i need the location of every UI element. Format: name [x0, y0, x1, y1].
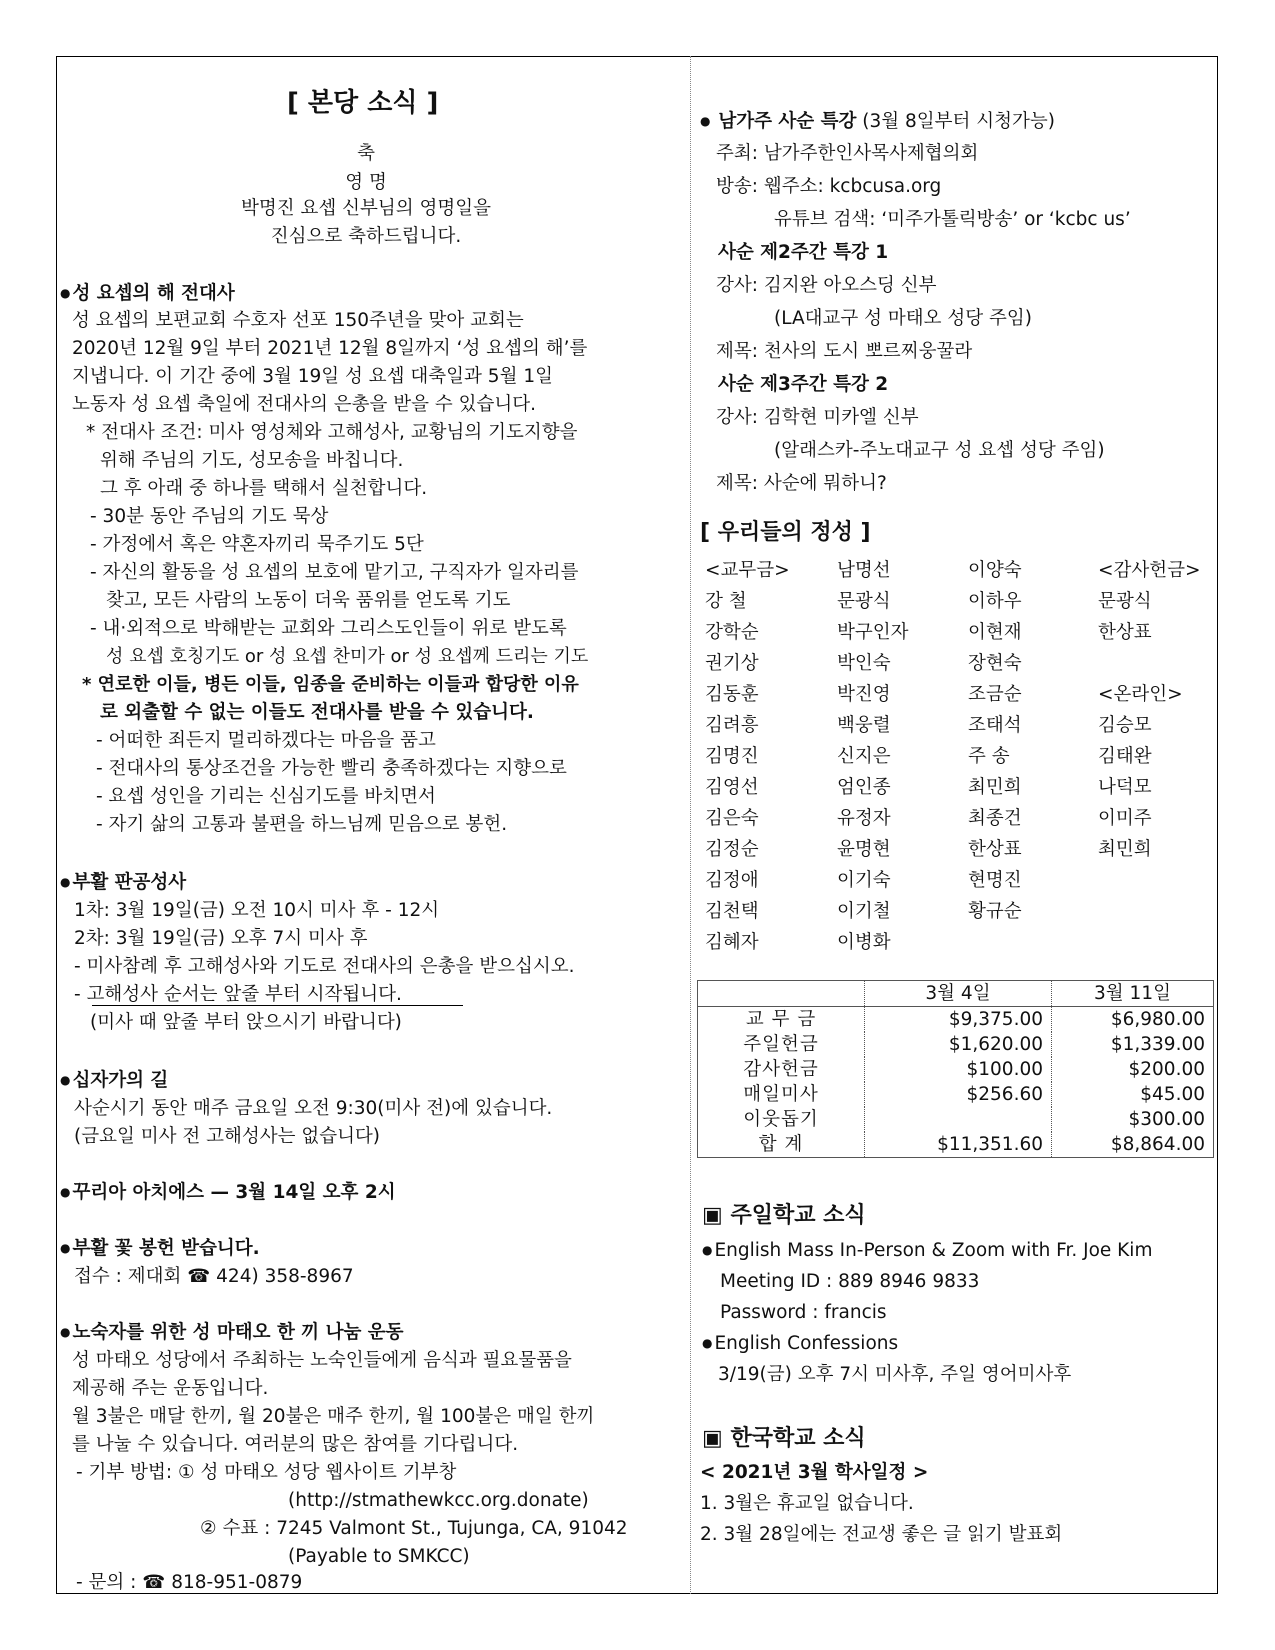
donors-heading: [ 우리들의 정성 ]: [700, 520, 871, 545]
offering-amount: $256.60: [865, 1082, 1052, 1107]
joseph-line: * 전대사 조건: 미사 영성체와 고해성사, 교황님의 기도지향을: [86, 422, 578, 443]
donor-name: 김은숙: [705, 808, 759, 829]
offering-amount: $1,339.00: [1052, 1032, 1214, 1057]
donor-name: 남명선: [837, 560, 891, 581]
donor-name: 이기철: [837, 901, 891, 922]
donor-name: 신지은: [837, 746, 891, 767]
donor-name: 윤명현: [837, 839, 891, 860]
donor-name: 최민희: [1098, 839, 1152, 860]
donor-name: 김승모: [1098, 715, 1152, 736]
column-divider: [690, 56, 691, 1594]
donor-name: 김려흥: [705, 715, 759, 736]
offering-label: 매일미사: [698, 1082, 865, 1107]
easter-line: - 미사참례 후 고해성사와 기도로 전대사의 은총을 받으십시오.: [74, 956, 575, 977]
joseph-line: - 30분 동안 주님의 기도 묵상: [90, 506, 329, 527]
donor-name: <감사헌금>: [1098, 560, 1201, 581]
donor-name: 주 송: [968, 746, 1010, 767]
offering-label: 교 무 금: [698, 1007, 865, 1033]
offering-amount: $100.00: [865, 1057, 1052, 1082]
parish-news-heading: [ 본당 소식 ]: [287, 88, 439, 118]
offering-amount: $200.00: [1052, 1057, 1214, 1082]
congrats-line: 축: [357, 143, 375, 164]
lecture-line: 주최: 남가주한인사목사제협의회: [716, 143, 979, 164]
donor-name: 문광식: [837, 591, 891, 612]
joseph-line: 그 후 아래 중 하나를 택해서 실천합니다.: [100, 478, 428, 499]
homeless-line: 를 나눌 수 있습니다. 여러분의 많은 참여를 기다립니다.: [72, 1434, 519, 1455]
donor-name: 최민희: [968, 777, 1022, 798]
korean-school-title: ▣ 한국학교 소식: [702, 1426, 866, 1451]
donor-name: 강 철: [705, 591, 747, 612]
offering-amount: $45.00: [1052, 1082, 1214, 1107]
donor-name: 박진영: [837, 684, 891, 705]
sunday-school-title: ▣ 주일학교 소식: [702, 1203, 866, 1228]
donor-name: 김정순: [705, 839, 759, 860]
joseph-line: 로 외출할 수 없는 이들도 전대사를 받을 수 있습니다.: [100, 702, 534, 723]
donor-name: 이양숙: [968, 560, 1022, 581]
lecture-title: [700, 111, 1055, 134]
lecture-line: 유튜브 검색: ‘미주가톨릭방송’ or ‘kcbc us’: [774, 209, 1131, 230]
congrats-line: 진심으로 축하드립니다.: [270, 226, 462, 247]
joseph-line: - 요셉 성인을 기리는 신심기도를 바치면서: [96, 786, 436, 807]
lecture-line: 강사: 김학현 미카엘 신부: [716, 407, 919, 428]
sunday-school-line: Password : francis: [720, 1302, 887, 1323]
congrats-line: 영 명: [345, 172, 387, 193]
sunday-school-line: ● English Mass In-Person & Zoom with Fr. Joe Kim: [702, 1240, 1152, 1263]
joseph-line: - 내·외적으로 박해받는 교회와 그리스도인들이 위로 받도록: [90, 618, 567, 639]
joseph-line: 2020년 12월 9일 부터 2021년 12월 8일까지 ‘성 요셉의 해’를: [72, 338, 588, 359]
underline: [92, 1005, 463, 1006]
homeless-title: ● 노숙자를 위한 성 마태오 한 끼 나눔 운동: [60, 1322, 404, 1345]
donor-name: 이하우: [968, 591, 1022, 612]
offering-header: 3월 11일: [1052, 981, 1214, 1007]
joseph-line: 노동자 성 요셉 축일에 전대사의 은총을 받을 수 있습니다.: [72, 394, 536, 415]
offering-row: [698, 1007, 1214, 1033]
joseph-year-title: ● 성 요셉의 해 전대사: [60, 283, 235, 306]
donor-name: 이병화: [837, 932, 891, 953]
congrats-line: 박명진 요셉 신부님의 영명일을: [241, 198, 491, 219]
lecture-title-text: 남가주 사순 특강: [718, 111, 857, 132]
donor-name: <온라인>: [1098, 684, 1183, 705]
joseph-line: - 자기 삶의 고통과 불편을 하느님께 믿음으로 봉헌.: [96, 814, 508, 835]
korean-school-line: 2. 3월 28일에는 전교생 좋은 글 읽기 발표회: [700, 1524, 1063, 1545]
offering-header-row: [698, 981, 1214, 1007]
offering-amount: $11,351.60: [865, 1132, 1052, 1158]
korean-school-subtitle: < 2021년 3월 학사일정 >: [700, 1462, 929, 1483]
joseph-line: - 전대사의 통상조건을 가능한 빨리 충족하겠다는 지향으로: [96, 758, 567, 779]
donor-name: 백웅렬: [837, 715, 891, 736]
offering-label: 이웃돕기: [698, 1107, 865, 1132]
donor-name: <교무금>: [705, 560, 790, 581]
sunday-school-line: Meeting ID : 889 8946 9833: [720, 1271, 980, 1292]
donor-name: 조태석: [968, 715, 1022, 736]
lecture-line: 제목: 사순에 뭐하니?: [716, 473, 887, 494]
offering-row: [698, 1032, 1214, 1057]
homeless-line: - 기부 방법: ① 성 마태오 성당 웹사이트 기부창: [76, 1462, 457, 1483]
donor-name: 조금순: [968, 684, 1022, 705]
donor-name: 황규순: [968, 901, 1022, 922]
donor-name: 이현재: [968, 622, 1022, 643]
offering-amount: $300.00: [1052, 1107, 1214, 1132]
donor-name: 권기상: [705, 653, 759, 674]
homeless-line: 성 마태오 성당에서 주최하는 노숙인들에게 음식과 필요물품을: [72, 1350, 572, 1371]
donor-name: 문광식: [1098, 591, 1152, 612]
donor-name: 김혜자: [705, 932, 759, 953]
curia-title: ● 꾸리아 아치에스 — 3월 14일 오후 2시: [60, 1182, 396, 1205]
offering-table: [697, 980, 1214, 1158]
way-of-cross-title: ● 십자가의 길: [60, 1070, 168, 1093]
donor-name: 박구인자: [837, 622, 909, 643]
lecture-title-note: (3월 8일부터 시청가능): [862, 111, 1055, 132]
donor-name: 이기숙: [837, 870, 891, 891]
easter-line: 1차: 3월 19일(금) 오전 10시 미사 후 - 12시: [74, 900, 440, 921]
joseph-line: * 연로한 이들, 병든 이들, 임종을 준비하는 이들과 합당한 이유: [82, 674, 579, 695]
homeless-line: ② 수표 : 7245 Valmont St., Tujunga, CA, 91042: [200, 1518, 628, 1539]
sunday-school-line: ● English Confessions: [702, 1333, 898, 1356]
homeless-line: 제공해 주는 운동입니다.: [72, 1378, 269, 1399]
offering-amount: $9,375.00: [865, 1007, 1052, 1033]
easter-line: 2차: 3월 19일(금) 오후 7시 미사 후: [74, 928, 368, 949]
donor-name: 김동훈: [705, 684, 759, 705]
cross-line: (금요일 미사 전 고해성사는 없습니다): [74, 1126, 381, 1147]
lecture-line: 강사: 김지완 아오스딩 신부: [716, 275, 937, 296]
easter-line: - 고해성사 순서는 앞줄 부터 시작됩니다.: [74, 984, 402, 1005]
lecture-subheading: 사순 제3주간 특강 2: [718, 374, 889, 395]
homeless-line: (Payable to SMKCC): [288, 1546, 470, 1567]
joseph-line: 지냅니다. 이 기간 중에 3월 19일 성 요셉 대축일과 5월 1일: [72, 366, 553, 387]
donor-name: 김태완: [1098, 746, 1152, 767]
lecture-line: (LA대교구 성 마태오 성당 주임): [774, 308, 1032, 329]
lecture-line: 제목: 천사의 도시 뽀르찌웅꿀라: [716, 341, 973, 362]
offering-amount: $6,980.00: [1052, 1007, 1214, 1033]
offering-label: 합 계: [698, 1132, 865, 1158]
joseph-line: 위해 주님의 기도, 성모송을 바칩니다.: [100, 450, 404, 471]
cross-line: 사순시기 동안 매주 금요일 오전 9:30(미사 전)에 있습니다.: [74, 1098, 553, 1119]
donor-name: 현명진: [968, 870, 1022, 891]
sunday-school-line: 3/19(금) 오후 7시 미사후, 주일 영어미사후: [718, 1364, 1072, 1385]
donor-name: 김정애: [705, 870, 759, 891]
offering-label: 주일헌금: [698, 1032, 865, 1057]
lecture-line: (알래스카-주노대교구 성 요셉 성당 주임): [774, 440, 1105, 461]
donor-name: 이미주: [1098, 808, 1152, 829]
offering-total-row: [698, 1132, 1214, 1158]
offering-label: 감사헌금: [698, 1057, 865, 1082]
korean-school-line: 1. 3월은 휴교일 없습니다.: [700, 1493, 914, 1514]
joseph-line: 성 요셉 호칭기도 or 성 요셉 찬미가 or 성 요셉께 드리는 기도: [106, 646, 589, 667]
donor-name: 엄인종: [837, 777, 891, 798]
homeless-line: 월 3불은 매달 한끼, 월 20불은 매주 한끼, 월 100불은 매일 한끼: [72, 1406, 595, 1427]
donor-name: 나덕모: [1098, 777, 1152, 798]
donor-name: 한상표: [968, 839, 1022, 860]
easter-confession-title: ● 부활 판공성사: [60, 872, 186, 895]
donor-name: 한상표: [1098, 622, 1152, 643]
donor-name: 김명진: [705, 746, 759, 767]
joseph-line: 찾고, 모든 사람의 노동이 더욱 품위를 얻도록 기도: [106, 590, 511, 611]
flower-line: 접수 : 제대회 ☎ 424) 358-8967: [74, 1266, 354, 1287]
donor-name: 박인숙: [837, 653, 891, 674]
homeless-line: - 문의 : ☎ 818-951-0879: [76, 1572, 303, 1593]
lecture-line: 방송: 웹주소: kcbcusa.org: [716, 176, 942, 197]
offering-row: [698, 1057, 1214, 1082]
offering-amount: [865, 1107, 1052, 1132]
offering-amount: $8,864.00: [1052, 1132, 1214, 1158]
homeless-line: (http://stmathewkcc.org.donate): [288, 1490, 589, 1511]
joseph-line: - 가정에서 혹은 약혼자끼리 묵주기도 5단: [90, 534, 424, 555]
donor-name: 최종건: [968, 808, 1022, 829]
joseph-line: 성 요셉의 보편교회 수호자 선포 150주년을 맞아 교회는: [72, 310, 524, 331]
donor-name: 유정자: [837, 808, 891, 829]
donor-name: 강학순: [705, 622, 759, 643]
offering-row: [698, 1082, 1214, 1107]
lecture-subheading: 사순 제2주간 특강 1: [718, 242, 889, 263]
joseph-line: - 어떠한 죄든지 멀리하겠다는 마음을 품고: [96, 730, 436, 751]
donor-name: 김영선: [705, 777, 759, 798]
donor-name: 장현숙: [968, 653, 1022, 674]
offering-header: [698, 981, 865, 1007]
easter-line: (미사 때 앞줄 부터 앉으시기 바랍니다): [90, 1012, 402, 1033]
easter-flower-title: ● 부활 꽃 봉헌 받습니다.: [60, 1238, 260, 1261]
offering-row: [698, 1107, 1214, 1132]
offering-header: 3월 4일: [865, 981, 1052, 1007]
offering-amount: $1,620.00: [865, 1032, 1052, 1057]
joseph-line: - 자신의 활동을 성 요셉의 보호에 맡기고, 구직자가 일자리를: [90, 562, 579, 583]
donor-name: 김천택: [705, 901, 759, 922]
